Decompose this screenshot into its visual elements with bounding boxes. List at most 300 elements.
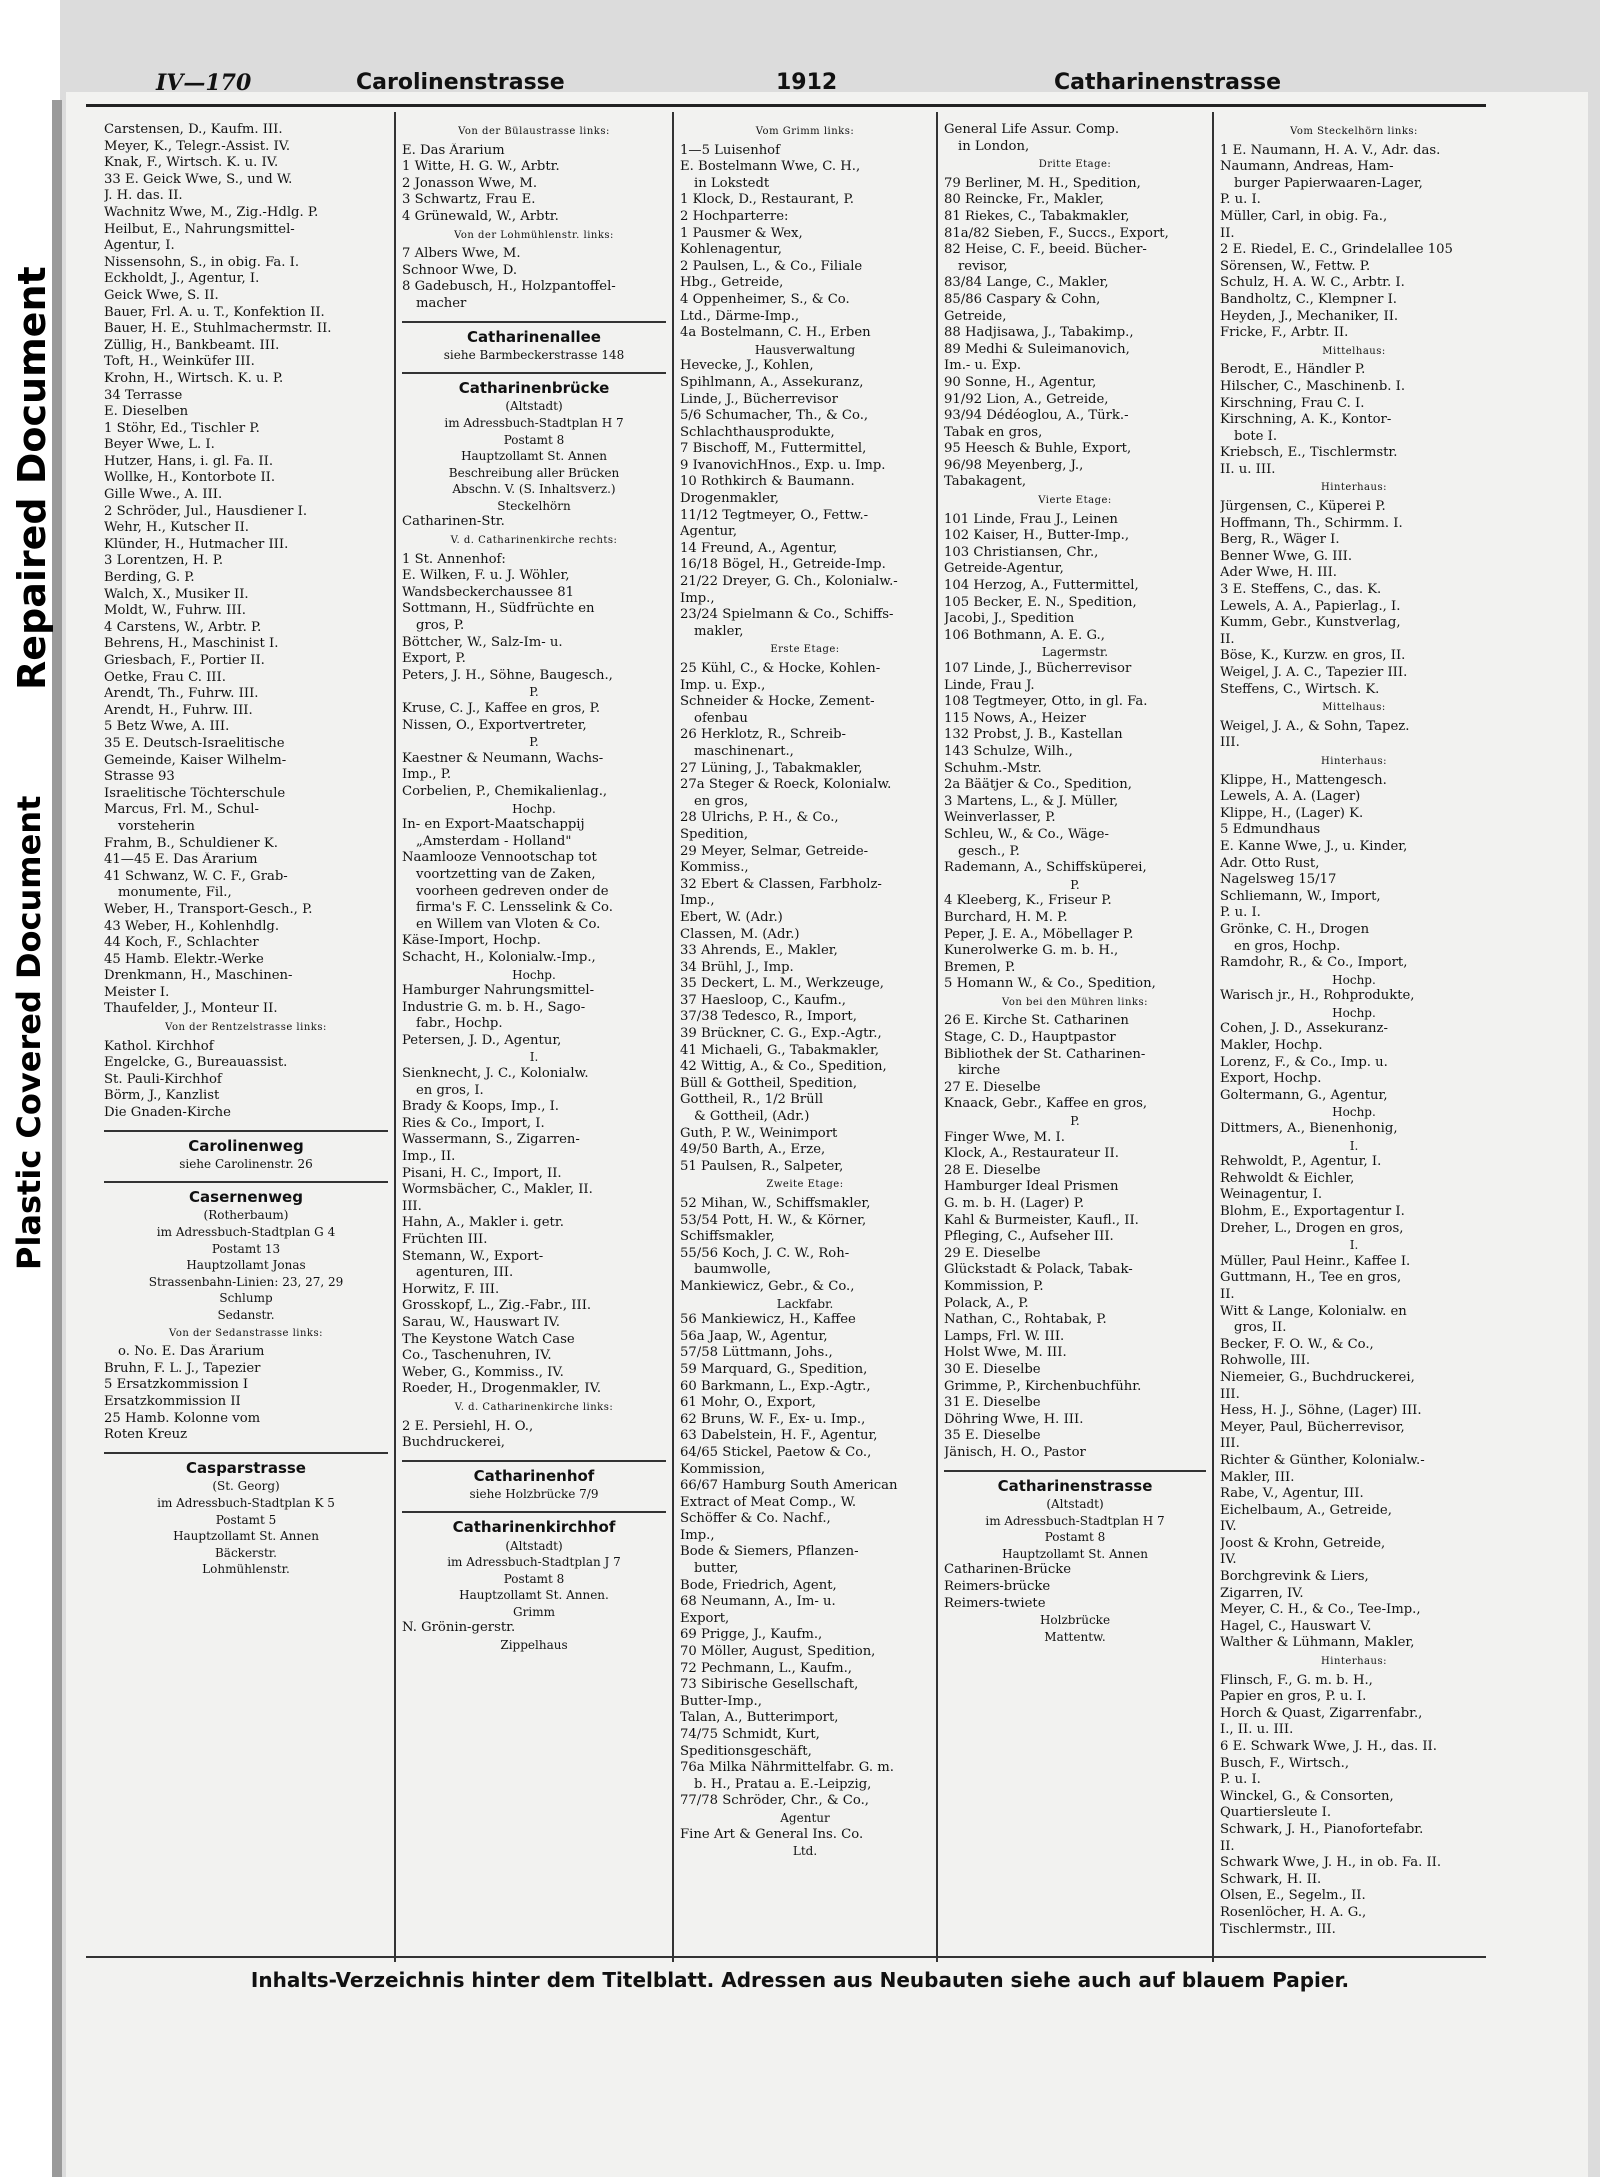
- directory-entry: 10 Rothkirch & Baumann.: [680, 474, 855, 490]
- directory-entry: Moldt, W., Fuhrw. III.: [104, 603, 246, 619]
- directory-entry: Berding, G. P.: [104, 570, 195, 586]
- directory-entry: Von der Bülaustrasse links:: [458, 126, 610, 137]
- directory-entry: 37 Haesloop, C., Kaufm.,: [680, 992, 847, 1008]
- directory-entry: Schlump: [219, 1291, 273, 1306]
- directory-entry: Weinverlasser, P.: [944, 810, 1056, 826]
- directory-entry: macher: [416, 295, 467, 311]
- directory-entry: 74/75 Schmidt, Kurt,: [680, 1727, 820, 1742]
- directory-entry: 11/12 Tegtmeyer, O., Fettw.-: [680, 507, 869, 523]
- directory-entry: (St. Georg): [212, 1479, 280, 1494]
- directory-entry: Glückstadt & Polack, Tabak-: [944, 1262, 1133, 1278]
- directory-entry: Schnoor Wwe, D.: [402, 262, 518, 278]
- directory-entry: im Adressbuch-Stadtplan H 7: [985, 1513, 1165, 1528]
- directory-entry: 1 St. Annenhof:: [402, 551, 506, 567]
- directory-entry: im Adressbuch-Stadtplan G 4: [156, 1225, 336, 1239]
- directory-entry: Papier en gros, P. u. I.: [1220, 1689, 1367, 1705]
- year: 1912: [776, 70, 838, 95]
- directory-entry: Gottheil, R., 1/2 Brüll: [680, 1092, 824, 1108]
- directory-entry: Postamt 5: [215, 1512, 277, 1527]
- directory-entry: Kommission, P.: [944, 1278, 1044, 1294]
- directory-entry: Kruse, C. J., Kaffee en gros, P.: [402, 701, 601, 716]
- directory-entry: 45 Hamb. Elektr.-Werke: [104, 951, 264, 967]
- directory-entry: maschinenart.,: [694, 743, 794, 759]
- directory-entry: Niemeier, G., Buchdruckerei,: [1220, 1369, 1415, 1385]
- directory-entry: Olsen, E., Segelm., II.: [1220, 1888, 1366, 1904]
- directory-entry: Jürgensen, C., Küperei P.: [1220, 499, 1386, 515]
- directory-entry: Wachnitz Wwe, M., Zig.-Hdlg. P.: [104, 204, 319, 220]
- directory-entry: 5/6 Schumacher, Th., & Co.,: [680, 408, 869, 424]
- column-5: [1220, 122, 1488, 1957]
- directory-entry: 102 Kaiser, H., Butter-Imp.,: [944, 528, 1130, 544]
- directory-entry: 115 Nows, A., Heizer: [944, 710, 1086, 726]
- directory-entry: Postamt 8: [503, 432, 565, 447]
- directory-entry: Horwitz, F. III.: [402, 1281, 500, 1297]
- directory-entry: 28 E. Dieselbe: [944, 1162, 1041, 1178]
- directory-entry: I.: [1349, 1238, 1359, 1253]
- directory-entry: o. No. E. Das Ärarium: [118, 1344, 265, 1360]
- directory-entry: Kirschning, A. K., Kontor-: [1220, 412, 1392, 428]
- directory-entry: 33 E. Geick Wwe, S., und W.: [104, 171, 293, 187]
- directory-entry: Büll & Gottheil, Spedition,: [680, 1075, 858, 1091]
- directory-entry: Strassenbahn-Linien: 23, 27, 29: [148, 1274, 344, 1289]
- header-rule: [86, 104, 1486, 107]
- directory-entry: II.: [1220, 225, 1235, 241]
- directory-entry: siehe Holzbrücke 7/9: [469, 1487, 599, 1502]
- directory-entry: Rademann, A., Schiffsküperei,: [944, 860, 1147, 876]
- directory-entry: 51 Paulsen, R., Salpeter,: [680, 1158, 844, 1174]
- directory-entry: Schacht, H., Kolonialw.-Imp.,: [402, 949, 596, 965]
- directory-entry: 3 Lorentzen, H. P.: [104, 553, 224, 569]
- directory-entry: 5 Ersatzkommission I: [104, 1377, 249, 1393]
- directory-entry: 60 Barkmann, L., Exp.-Agtr.,: [680, 1378, 871, 1394]
- directory-entry: Jänisch, H. O., Pastor: [944, 1444, 1086, 1460]
- directory-entry: 37/38 Tedesco, R., Import,: [680, 1009, 857, 1025]
- directory-entry: Petersen, J. D., Agentur,: [402, 1032, 562, 1048]
- directory-entry: Eckholdt, J., Agentur, I.: [104, 271, 260, 287]
- street-section-title: Casparstrasse: [104, 1452, 388, 1477]
- directory-entry: Beschreibung aller Brücken: [448, 465, 620, 480]
- directory-entry: siehe Barmbeckerstrasse 148: [443, 348, 625, 363]
- directory-entry: 1 Klock, D., Restaurant, P.: [680, 192, 854, 208]
- directory-entry: 103 Christiansen, Chr.,: [944, 544, 1099, 560]
- directory-entry: Lewels, A. A., Papierlag., I.: [1220, 598, 1401, 614]
- directory-entry: Dittmers, A., Bienenhonig,: [1220, 1121, 1398, 1137]
- directory-entry: Polack, A., P.: [944, 1295, 1029, 1311]
- directory-entry: Arendt, H., Fuhrw. III.: [104, 702, 253, 718]
- directory-entry: 14 Freund, A., Agentur,: [680, 540, 838, 556]
- directory-entry: 101 Linde, Frau J., Leinen: [944, 511, 1118, 527]
- directory-entry: Rohwolle, III.: [1220, 1353, 1311, 1369]
- directory-entry: Export,: [680, 1610, 730, 1626]
- directory-entry: Holst Wwe, M. III.: [944, 1345, 1067, 1361]
- directory-entry: 31 E. Dieselbe: [944, 1395, 1041, 1411]
- directory-entry: en gros,: [694, 793, 749, 809]
- directory-entry: 56 Mankiewicz, H., Kaffee: [680, 1312, 856, 1328]
- directory-entry: 1 Witte, H. G. W., Arbtr.: [402, 159, 560, 175]
- directory-entry: 77/78 Schröder, Chr., & Co.,: [680, 1793, 869, 1809]
- directory-entry: Bremen, P.: [944, 959, 1016, 975]
- directory-entry: 3 Schwartz, Frau E.: [402, 192, 536, 208]
- directory-entry: Bibliothek der St. Catharinen-: [944, 1046, 1146, 1062]
- directory-entry: Schöffer & Co. Nachf.,: [680, 1511, 831, 1527]
- directory-entry: Spedition,: [680, 826, 749, 842]
- directory-entry: Im.- u. Exp.: [944, 358, 1022, 374]
- directory-entry: Kriebsch, E., Tischlermstr.: [1220, 445, 1398, 461]
- directory-entry: im Adressbuch-Stadtplan K 5: [157, 1495, 335, 1510]
- directory-entry: Kirschning, Frau C. I.: [1220, 395, 1365, 411]
- directory-entry: kirche: [958, 1063, 1001, 1079]
- directory-entry: „Amsterdam - Holland": [416, 833, 572, 849]
- directory-entry: 4 Grünewald, W., Arbtr.: [402, 208, 559, 224]
- directory-entry: voorheen gedreven onder de: [416, 883, 609, 899]
- directory-entry: 76a Milka Nährmittelfabr. G. m.: [680, 1760, 894, 1776]
- directory-entry: 41 Schwanz, W. C. F., Grab-: [104, 868, 288, 884]
- directory-entry: Borchgrevink & Liers,: [1220, 1569, 1369, 1585]
- directory-entry: Mittelhaus:: [1322, 702, 1386, 714]
- directory-entry: Tischlermstr., III.: [1220, 1921, 1336, 1937]
- directory-entry: Oetke, Frau C. III.: [104, 669, 226, 685]
- directory-entry: ofenbau: [694, 710, 748, 726]
- directory-entry: 1—5 Luisenhof: [680, 142, 781, 158]
- footer-note: Inhalts-Verzeichnis hinter dem Titelblatt. Adressen aus Neubauten siehe auch auf blauem Papier.: [250, 1968, 1350, 1992]
- directory-entry: 23/24 Spielmann & Co., Schiffs-: [680, 607, 894, 623]
- directory-entry: Zippelhaus: [500, 1638, 568, 1653]
- directory-entry: Käse-Import, Hochp.: [402, 933, 541, 949]
- directory-entry: fabr., Hochp.: [416, 1016, 503, 1032]
- directory-entry: Hochp.: [1332, 1005, 1376, 1020]
- directory-entry: Grosskopf, L., Zig.-Fabr., III.: [402, 1298, 592, 1314]
- directory-entry: Bode & Siemers, Pflanzen-: [680, 1544, 859, 1560]
- directory-entry: Hochp.: [512, 801, 556, 816]
- directory-entry: Flinsch, F., G. m. b. H.,: [1220, 1672, 1373, 1688]
- directory-entry: Ries & Co., Import, I.: [402, 1115, 545, 1131]
- directory-entry: Kommiss.,: [680, 860, 749, 876]
- directory-entry: Mankiewicz, Gebr., & Co.,: [680, 1278, 855, 1294]
- directory-entry: I.: [1349, 1138, 1359, 1153]
- directory-entry: IV.: [1220, 1552, 1237, 1568]
- directory-entry: Busch, F., Wirtsch.,: [1220, 1755, 1350, 1771]
- directory-entry: 90 Sonne, H., Agentur,: [944, 374, 1097, 390]
- directory-entry: Lamps, Frl. W. III.: [944, 1328, 1065, 1344]
- directory-entry: 2a Bäätjer & Co., Spedition,: [944, 777, 1132, 793]
- directory-entry: 3 Martens, L., & J. Müller,: [944, 793, 1119, 809]
- directory-entry: Sarau, W., Hauswart IV.: [402, 1314, 560, 1330]
- directory-entry: Vom Grimm links:: [755, 126, 855, 137]
- directory-entry: Goltermann, G., Agentur,: [1220, 1087, 1388, 1103]
- directory-entry: Lorenz, F., & Co., Imp. u.: [1220, 1054, 1388, 1070]
- directory-entry: Zigarren, IV.: [1220, 1585, 1304, 1601]
- directory-entry: 80 Reincke, Fr., Makler,: [944, 192, 1104, 208]
- directory-entry: Agentur: [780, 1810, 830, 1825]
- directory-entry: Reimers-brücke: [944, 1579, 1051, 1595]
- directory-entry: 105 Becker, E. N., Spedition,: [944, 594, 1137, 610]
- directory-entry: III.: [1220, 735, 1240, 751]
- directory-entry: Hevecke, J., Kohlen,: [680, 358, 814, 374]
- directory-entry: Export, P.: [402, 651, 466, 667]
- directory-entry: 21/22 Dreyer, G. Ch., Kolonialw.-: [680, 574, 898, 590]
- directory-entry: Butter-Imp.,: [680, 1693, 762, 1709]
- directory-entry: Burchard, H. M. P.: [944, 909, 1068, 925]
- directory-entry: 41—45 E. Das Ärarium: [104, 852, 258, 868]
- directory-entry: Wollke, H., Kontorbote II.: [104, 470, 276, 486]
- directory-entry: 35 E. Dieselbe: [944, 1428, 1041, 1444]
- directory-entry: Spihlmann, A., Assekuranz,: [680, 374, 864, 390]
- directory-entry: 63 Dabelstein, H. F., Agentur,: [680, 1428, 878, 1444]
- directory-entry: Kathol. Kirchhof: [104, 1038, 214, 1054]
- directory-entry: Peper, J. E. A., Möbellager P.: [944, 926, 1134, 942]
- directory-entry: Walther & Lühmann, Makler,: [1220, 1635, 1415, 1651]
- directory-entry: Strasse 93: [104, 769, 175, 785]
- directory-entry: Von der Lohmühlenstr. links:: [454, 229, 614, 241]
- directory-entry: gros, II.: [1234, 1320, 1287, 1336]
- directory-entry: 104 Herzog, A., Futtermittel,: [944, 578, 1139, 594]
- directory-entry: 66/67 Hamburg South American: [680, 1478, 898, 1494]
- street-section-title: Catharinenstrasse: [944, 1470, 1206, 1495]
- directory-entry: Peters, J. H., Söhne, Baugesch.,: [402, 667, 613, 683]
- directory-entry: Benner Wwe, G. III.: [1220, 548, 1353, 564]
- side-label-plastic: Plastic Covered Document: [10, 795, 48, 1270]
- directory-entry: in Lokstedt: [694, 175, 770, 191]
- directory-entry: 81a/82 Sieben, F., Succs., Export,: [944, 225, 1169, 241]
- directory-entry: Böttcher, W., Salz-Im- u.: [402, 634, 563, 650]
- directory-entry: Makler, Hochp.: [1220, 1038, 1323, 1054]
- directory-entry: Hauptzollamt St. Annen: [1002, 1546, 1148, 1561]
- directory-entry: Talan, A., Butterimport,: [680, 1710, 839, 1726]
- directory-entry: 16/18 Bögel, H., Getreide-Imp.: [680, 557, 886, 573]
- directory-entry: Wandsbeckerchaussee 81: [402, 584, 575, 600]
- directory-entry: Krohn, H., Wirtsch. K. u. P.: [104, 370, 284, 386]
- directory-entry: Hbg., Getreide,: [680, 275, 784, 291]
- directory-entry: Vom Steckelhörn links:: [1290, 126, 1418, 137]
- directory-entry: Grönke, C. H., Drogen: [1220, 921, 1370, 937]
- directory-entry: Corbelien, P., Chemikalienlag.,: [402, 783, 608, 799]
- directory-entry: Mattentw.: [1044, 1629, 1106, 1644]
- directory-entry: Catharinen-Str.: [402, 514, 505, 530]
- directory-entry: 34 Terrasse: [104, 387, 183, 403]
- directory-entry: Imp. u. Exp.,: [680, 677, 766, 693]
- directory-entry: 57/58 Lüttmann, Johs.,: [680, 1345, 833, 1361]
- directory-entry: 82 Heise, C. F., beeid. Bücher-: [944, 242, 1147, 258]
- directory-entry: Dritte Etage:: [1038, 159, 1112, 171]
- directory-entry: Witt & Lange, Kolonialw. en: [1220, 1303, 1407, 1319]
- directory-entry: Heyden, J., Mechaniker, II.: [1220, 308, 1399, 324]
- directory-entry: 33 Ahrends, E., Makler,: [680, 943, 838, 959]
- directory-entry: Pfleging, C., Aufseher III.: [944, 1229, 1114, 1245]
- directory-entry: Agentur, I.: [104, 238, 175, 254]
- directory-entry: Export, Hochp.: [1220, 1071, 1322, 1087]
- directory-entry: Stemann, W., Export-: [402, 1248, 544, 1264]
- directory-entry: Schulz, H. A. W. C., Arbtr. I.: [1220, 275, 1405, 291]
- directory-entry: Von der Sedanstrasse links:: [169, 1327, 323, 1339]
- directory-entry: Buchdruckerei,: [402, 1435, 506, 1451]
- directory-entry: 1 Stöhr, Ed., Tischler P.: [104, 420, 260, 436]
- directory-entry: Richter & Günther, Kolonialw.-: [1220, 1452, 1425, 1468]
- directory-entry: 5 Edmundhaus: [1220, 822, 1321, 838]
- directory-entry: 2 Jonasson Wwe, M.: [402, 175, 538, 191]
- directory-entry: Knak, F., Wirtsch. K. u. IV.: [104, 155, 279, 171]
- directory-entry: Guth, P. W., Weinimport: [680, 1125, 838, 1141]
- directory-entry: III.: [402, 1198, 422, 1214]
- directory-entry: Klünder, H., Hutmacher III.: [104, 536, 289, 552]
- directory-entry: Hess, H. J., Söhne, (Lager) III.: [1220, 1403, 1422, 1419]
- directory-entry: Weigel, J. A. C., Tapezier III.: [1220, 665, 1408, 680]
- directory-entry: 39 Brückner, C. G., Exp.-Agtr.,: [680, 1026, 882, 1042]
- directory-entry: voortzetting van de Zaken,: [416, 866, 596, 882]
- directory-entry: Böse, K., Kurzw. en gros, II.: [1220, 648, 1406, 664]
- directory-entry: 2 E. Riedel, E. C., Grindelallee 105: [1220, 242, 1453, 258]
- directory-entry: General Life Assur. Comp.: [944, 122, 1120, 137]
- directory-entry: 29 E. Dieselbe: [944, 1245, 1041, 1261]
- directory-entry: Imp., P.: [402, 767, 452, 783]
- directory-entry: 96/98 Meyenberg, J.,: [944, 457, 1084, 473]
- directory-entry: P. u. I.: [1220, 905, 1261, 921]
- directory-entry: & Gottheil, (Adr.): [694, 1109, 810, 1125]
- directory-entry: Roten Kreuz: [104, 1427, 188, 1443]
- directory-entry: Wehr, H., Kutscher II.: [104, 520, 250, 536]
- directory-entry: b. H., Pratau a. E.-Leipzig,: [694, 1776, 872, 1792]
- directory-entry: Bäckerstr.: [214, 1545, 277, 1560]
- directory-entry: Von bei den Mühren links:: [1002, 996, 1148, 1008]
- directory-entry: Weigel, J. A., & Sohn, Tapez.: [1220, 718, 1410, 734]
- directory-entry: (Altstadt): [505, 1538, 563, 1553]
- column-divider: [394, 112, 396, 1962]
- directory-entry: 56a Jaap, W., Agentur,: [680, 1328, 828, 1344]
- directory-entry: 26 E. Kirche St. Catharinen: [944, 1013, 1129, 1029]
- column-2: [402, 122, 666, 1957]
- directory-entry: E. Bostelmann Wwe, C. H.,: [680, 159, 861, 175]
- directory-entry: Müller, Paul Heinr., Kaffee I.: [1220, 1253, 1411, 1269]
- directory-entry: Sottmann, H., Südfrüchte en: [402, 601, 595, 617]
- directory-entry: Bruhn, F. L. J., Tapezier: [104, 1360, 261, 1376]
- directory-entry: 2 Paulsen, L., & Co., Filiale: [680, 258, 863, 274]
- directory-entry: 107 Linde, J., Bücherrevisor: [944, 661, 1132, 676]
- directory-entry: 41 Michaeli, G., Tabakmakler,: [680, 1042, 880, 1058]
- directory-entry: Kahl & Burmeister, Kaufl., II.: [944, 1212, 1139, 1228]
- directory-entry: Nissensohn, S., in obig. Fa. I.: [104, 254, 300, 270]
- directory-entry: 55/56 Koch, J. C. W., Roh-: [680, 1245, 850, 1261]
- directory-entry: Extract of Meat Comp., W.: [680, 1494, 857, 1510]
- directory-entry: 43 Weber, H., Kohlenhdlg.: [104, 918, 280, 934]
- directory-entry: Linde, J., Bücherrevisor: [680, 391, 838, 407]
- directory-entry: N. Grönin-gerstr.: [402, 1620, 516, 1636]
- directory-entry: Hilscher, C., Maschinenb. I.: [1220, 378, 1406, 394]
- directory-entry: Makler, III.: [1220, 1469, 1295, 1485]
- directory-entry: Hochp.: [512, 967, 556, 982]
- directory-entry: Rabe, V., Agentur, III.: [1220, 1486, 1364, 1502]
- directory-entry: Rehwoldt & Eichler,: [1220, 1170, 1355, 1186]
- directory-entry: Lagermstr.: [1041, 645, 1109, 660]
- directory-entry: 69 Prigge, J., Kaufm.,: [680, 1627, 823, 1643]
- directory-entry: Bandholtz, C., Klempner I.: [1220, 291, 1397, 307]
- directory-entry: Walch, X., Musiker II.: [104, 586, 249, 602]
- directory-entry: Von der Rentzelstrasse links:: [165, 1022, 327, 1034]
- directory-entry: Postamt 13: [211, 1241, 281, 1256]
- directory-entry: 73 Sibirische Gesellschaft,: [680, 1677, 859, 1693]
- directory-entry: Früchten III.: [402, 1232, 488, 1247]
- directory-entry: Steckelhörn: [497, 498, 571, 513]
- directory-entry: Winckel, G., & Consorten,: [1220, 1788, 1394, 1804]
- column-divider: [1212, 112, 1214, 1962]
- directory-entry: Schleu, W., & Co., Wäge-: [944, 826, 1109, 842]
- directory-entry: Nagelsweg 15/17: [1220, 872, 1337, 888]
- directory-entry: 27a Steger & Roeck, Kolonialw.: [680, 777, 892, 793]
- directory-entry: 108 Tegtmeyer, Otto, in gl. Fa.: [944, 694, 1148, 710]
- directory-entry: Hoffmann, Th., Schirmm. I.: [1220, 515, 1403, 531]
- directory-entry: Hochp.: [1332, 1105, 1376, 1120]
- directory-entry: Ersatzkommission II: [104, 1393, 241, 1409]
- directory-entry: 89 Medhi & Suleimanovich,: [944, 341, 1130, 357]
- directory-entry: monumente, Fil.,: [118, 885, 232, 901]
- directory-entry: Schlachthausprodukte,: [680, 424, 835, 440]
- directory-entry: II.: [1220, 631, 1235, 647]
- directory-entry: 44 Koch, F., Schlachter: [104, 935, 259, 951]
- directory-entry: Horch & Quast, Zigarrenfabr.,: [1220, 1705, 1423, 1721]
- directory-entry: 28 Ulrichs, P. H., & Co.,: [680, 810, 839, 826]
- directory-entry: Imp.,: [680, 1527, 715, 1543]
- directory-entry: Imp.,: [680, 590, 715, 606]
- page-number: IV—170: [156, 70, 252, 96]
- directory-entry: Imp., II.: [402, 1149, 456, 1165]
- directory-entry: 81 Riekes, C., Tabakmakler,: [944, 208, 1130, 224]
- directory-entry: 25 Hamb. Kolonne vom: [104, 1410, 261, 1426]
- directory-entry: Fine Art & General Ins. Co.: [680, 1826, 864, 1842]
- directory-entry: Berg, R., Wäger I.: [1220, 532, 1340, 548]
- directory-entry: Meyer, C. H., & Co., Tee-Imp.,: [1220, 1602, 1421, 1618]
- directory-entry: Hinterhaus:: [1321, 1656, 1387, 1668]
- directory-entry: 49/50 Barth, A., Erze,: [680, 1142, 826, 1158]
- directory-entry: Meyer, K., Telegr.-Assist. IV.: [104, 138, 291, 154]
- directory-entry: Carstensen, D., Kaufm. III.: [104, 122, 283, 137]
- directory-entry: 79 Berliner, M. H., Spedition,: [944, 175, 1141, 191]
- directory-entry: Israelitische Töchterschule: [104, 785, 286, 801]
- directory-entry: Getreide-Agentur,: [944, 561, 1064, 577]
- directory-entry: 4 Oppenheimer, S., & Co.: [680, 291, 850, 307]
- directory-entry: Bauer, H. E., Stuhlmachermstr. II.: [104, 321, 332, 337]
- directory-entry: en Willem van Vloten & Co.: [416, 916, 601, 932]
- directory-entry: Steffens, C., Wirtsch. K.: [1220, 681, 1380, 697]
- directory-entry: 91/92 Lion, A., Getreide,: [944, 391, 1109, 407]
- directory-entry: Drenkmann, H., Maschinen-: [104, 968, 293, 984]
- directory-entry: Drogenmakler,: [680, 491, 779, 507]
- directory-entry: Nathan, C., Rohtabak, P.: [944, 1312, 1107, 1328]
- directory-entry: 2 Schröder, Jul., Hausdiener I.: [104, 503, 308, 519]
- directory-entry: Dreher, L., Drogen en gros,: [1220, 1220, 1404, 1236]
- directory-entry: 132 Probst, J. B., Kastellan: [944, 727, 1123, 743]
- directory-entry: en gros, I.: [416, 1082, 484, 1098]
- directory-entry: Erste Etage:: [770, 644, 840, 656]
- directory-entry: butter,: [694, 1561, 739, 1577]
- directory-entry: 93/94 Dédéoglou, A., Türk.-: [944, 408, 1129, 424]
- directory-entry: Griesbach, F., Portier II.: [104, 653, 265, 668]
- street-section-title: Casernenweg: [104, 1181, 388, 1206]
- directory-entry: 59 Marquard, G., Spedition,: [680, 1361, 868, 1377]
- directory-entry: Weinagentur, I.: [1220, 1187, 1323, 1203]
- column-4: [944, 122, 1206, 1957]
- directory-entry: 4 Carstens, W., Arbtr. P.: [104, 619, 262, 635]
- directory-entry: P.: [529, 685, 539, 700]
- directory-entry: Kumm, Gebr., Kunstverlag,: [1220, 615, 1401, 631]
- directory-entry: St. Pauli-Kirchhof: [104, 1071, 222, 1087]
- directory-entry: Schwark, J. H., Pianofortefabr.: [1220, 1821, 1424, 1837]
- directory-entry: 6 E. Schwark Wwe, J. H., das. II.: [1220, 1739, 1437, 1754]
- directory-entry: Naumann, Andreas, Ham-: [1220, 159, 1394, 175]
- directory-entry: P. u. I.: [1220, 192, 1261, 208]
- directory-entry: Schwark Wwe, J. H., in ob. Fa. II.: [1220, 1855, 1442, 1871]
- directory-entry: Catharinen-Brücke: [944, 1562, 1072, 1578]
- column-3: [680, 122, 930, 1957]
- directory-entry: Warisch jr., H., Rohprodukte,: [1220, 988, 1415, 1004]
- directory-entry: Roeder, H., Drogenmakler, IV.: [402, 1381, 602, 1397]
